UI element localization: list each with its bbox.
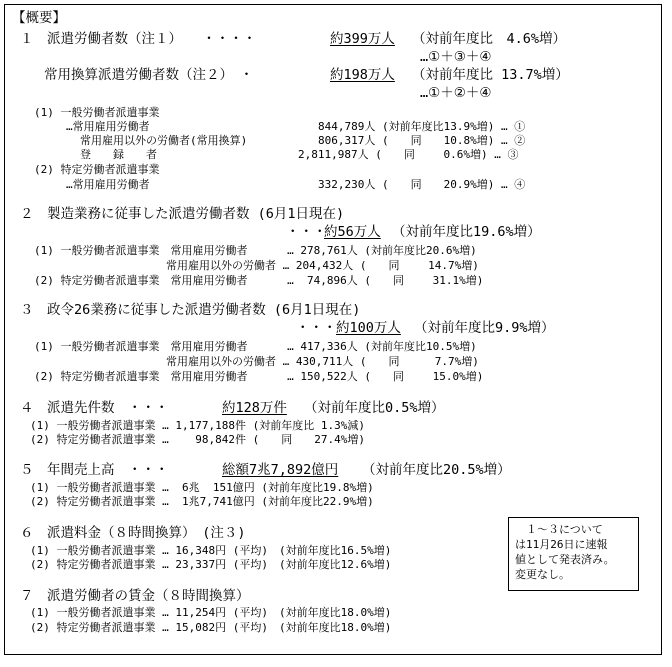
s3-ratio: （対前年度比9.9%増） xyxy=(414,320,555,336)
s4-row: (1) 一般労働者派遣事業 … 1,177,188件 (対前年度比 1.3%減) xyxy=(30,419,365,432)
s2-ratio: （対前年度比19.6%増） xyxy=(392,224,541,240)
s2-dots: ・・・ xyxy=(286,224,327,240)
s2-row: 常用雇用以外の労働者 … 204,432人 ( 同 14.7%増) xyxy=(34,259,479,272)
s2-title: ２ 製造業務に従事した派遣労働者数 (6月1日現在) xyxy=(20,206,345,222)
s1-label-1: １ 派遣労働者数（注１） ・・・・ xyxy=(20,31,270,47)
summary-header: 【概要】 xyxy=(12,10,66,26)
note-line: 変更なし。 xyxy=(515,568,570,581)
s1-formula-2: …①＋②＋④ xyxy=(420,85,492,101)
s3-value: 約100万人 xyxy=(336,320,401,336)
s5-ratio: （対前年度比20.5%増） xyxy=(362,462,511,478)
s4-ratio: （対前年度比0.5%増） xyxy=(304,400,445,416)
s2-row: (2) 特定労働者派遣事業 常用雇用労働者 … 74,896人 ( 同 31.1%増) xyxy=(34,274,484,287)
s3-title: ３ 政令26業務に従事した派遣労働者数 (6月1日現在) xyxy=(20,302,361,318)
s5-row: (1) 一般労働者派遣事業 … 6兆 151億円 (対前年度比19.8%増) xyxy=(30,481,374,494)
s1-group-1: (1) 一般労働者派遣事業 xyxy=(34,106,160,119)
s5-title: ５ 年間売上高 ・・・ xyxy=(20,462,182,478)
s4-row: (2) 特定労働者派遣事業 … 98,842件 ( 同 27.4%増) xyxy=(30,433,365,446)
s1-row-name: 登 録 者 xyxy=(80,148,157,161)
s6-row: (1) 一般労働者派遣事業 … 16,348円 (平均) (対前年度比16.5%増) xyxy=(30,544,392,557)
s1-row-value: 806,317人 ( 同 10.8%増) … ② xyxy=(318,134,526,147)
note-line: は11月26日に速報 xyxy=(515,538,608,551)
s1-group-2: (2) 特定労働者派遣事業 xyxy=(34,163,160,176)
s1-row-name: …常用雇用労働者 xyxy=(66,178,150,191)
s1-formula-1: …①＋③＋④ xyxy=(420,49,492,65)
s6-title: ６ 派遣料金（８時間換算） (注３) xyxy=(20,525,246,541)
s1-row-name: 常用雇用以外の労働者(常用換算) xyxy=(80,134,248,147)
s7-row: (1) 一般労働者派遣事業 … 11,254円 (平均) (対前年度比18.0%増) xyxy=(30,606,392,619)
s1-label-2: 常用換算派遣労働者数（注２） ・ xyxy=(44,67,267,83)
s1-ratio-1: （対前年度比 4.6%増） xyxy=(412,31,567,47)
s5-value: 総額7兆7,892億円 xyxy=(222,462,339,478)
note-box xyxy=(508,517,639,591)
s1-value-2: 約198万人 xyxy=(330,67,395,83)
s3-row: (2) 特定労働者派遣事業 常用雇用労働者 … 150,522人 ( 同 15.0%増) xyxy=(34,370,484,383)
s5-row: (2) 特定労働者派遣事業 … 1兆7,741億円 (対前年度比22.9%増) xyxy=(30,495,374,508)
s6-row: (2) 特定労働者派遣事業 … 23,337円 (平均) (対前年度比12.6%増) xyxy=(30,558,392,571)
s7-row: (2) 特定労働者派遣事業 … 15,082円 (平均) (対前年度比18.0%増) xyxy=(30,621,392,634)
s4-value: 約128万件 xyxy=(222,400,287,416)
s3-row: 常用雇用以外の労働者 … 430,711人 ( 同 7.7%増) xyxy=(34,355,479,368)
s7-title: ７ 派遣労働者の賃金（８時間換算） xyxy=(20,588,250,604)
note-line: １～３について xyxy=(515,523,603,536)
s1-row-value: 332,230人 ( 同 20.9%増) … ④ xyxy=(318,178,526,191)
s1-row-value: 844,789人 (対前年度比13.9%増) … ① xyxy=(318,120,526,133)
s4-title: ４ 派遣先件数 ・・・ xyxy=(20,400,182,416)
s2-value: 約56万人 xyxy=(324,224,381,240)
s1-value-1: 約399万人 xyxy=(330,31,395,47)
s1-row-name: …常用雇用労働者 xyxy=(66,120,150,133)
s3-row: (1) 一般労働者派遣事業 常用雇用労働者 … 417,336人 (対前年度比10.5%増) xyxy=(34,340,477,353)
s3-dots: ・・・ xyxy=(296,320,337,336)
s1-row-value: 2,811,987人 ( 同 0.6%増) … ③ xyxy=(298,148,519,161)
s2-row: (1) 一般労働者派遣事業 常用雇用労働者 … 278,761人 (対前年度比20.6%増) xyxy=(34,244,477,257)
note-line: 値として発表済み。 xyxy=(515,553,615,566)
s1-ratio-2: （対前年度比 13.7%増） xyxy=(412,67,569,83)
